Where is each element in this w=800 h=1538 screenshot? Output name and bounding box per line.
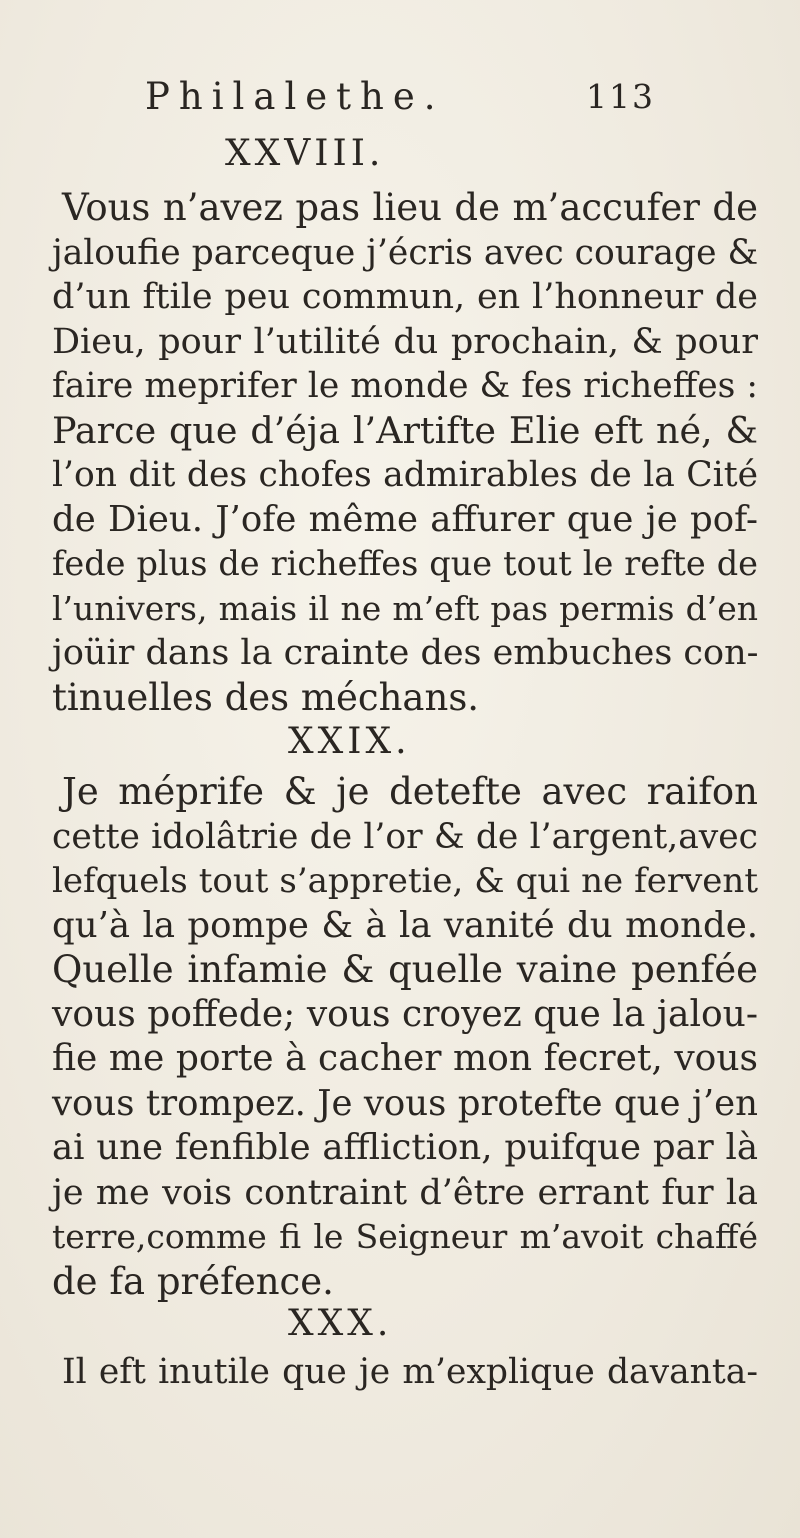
section-number-xxviii: XXVIII.: [225, 133, 385, 174]
text-line: vous poffede; vous croyez que la jalou-: [52, 993, 758, 1035]
text-line: fie me porte à cacher mon fecret, vous: [52, 1038, 758, 1079]
text-line: Je méprife & je detefte avec raifon: [62, 770, 758, 813]
text-line: faire meprifer le monde & fes richeffes :: [52, 366, 758, 406]
text-line: terre,comme fi le Seigneur m’avoit chaffé: [52, 1217, 758, 1256]
paragraph-xxix: [52, 770, 758, 1304]
text-line: de Dieu. J’ofe même affurer que je pof-: [52, 498, 758, 540]
text-line: vous trompez. Je vous protefte que j’en: [52, 1082, 758, 1124]
paragraph-xxviii: [52, 186, 758, 720]
text-line: cette idolâtrie de l’or & de l’argent,avec: [52, 816, 758, 857]
text-line: Dieu, pour l’utilité du prochain, & pour: [52, 321, 758, 362]
paragraph-xxx: [52, 1350, 758, 1395]
text-line: qu’à la pompe & à la vanité du monde.: [52, 904, 758, 946]
text-line: d’un ftile peu commun, en l’honneur de: [52, 277, 758, 317]
text-line: je me vois contraint d’être errant fur la: [52, 1172, 758, 1213]
text-line: de fa préfence.: [52, 1259, 334, 1303]
page-number: 113: [586, 77, 655, 116]
text-line: tinuelles des méchans.: [52, 675, 480, 719]
text-line: Parce que d’éja l’Artifte Elie eft né, &: [52, 408, 758, 452]
text-line: jaloufie parceque j’écris avec courage &: [52, 232, 759, 273]
text-line: joüir dans la crainte des embuches con-: [52, 633, 759, 673]
text-line: Quelle infamie & quelle vaine penfée: [52, 948, 758, 991]
text-line: l’on dit des chofes admirables de la Cité: [52, 455, 758, 495]
section-number-xxix: XXIX.: [288, 721, 411, 762]
section-number-xxx: XXX.: [288, 1303, 393, 1344]
text-line: l’univers, mais il ne m’eft pas permis d’en: [52, 588, 758, 628]
page-header: [145, 72, 655, 122]
text-line: ai une fenfible affliction, puifque par là: [52, 1127, 758, 1168]
text-line: lefquels tout s’appretie, & qui ne fervent: [52, 861, 758, 901]
text-line: fede plus de richeffes que tout le refte de: [52, 544, 758, 583]
text-line: Il eft inutile que je m’explique davanta-: [62, 1352, 758, 1392]
text-line: Vous n’avez pas lieu de m’accufer de: [62, 186, 758, 229]
running-head: Philalethe.: [145, 75, 445, 118]
